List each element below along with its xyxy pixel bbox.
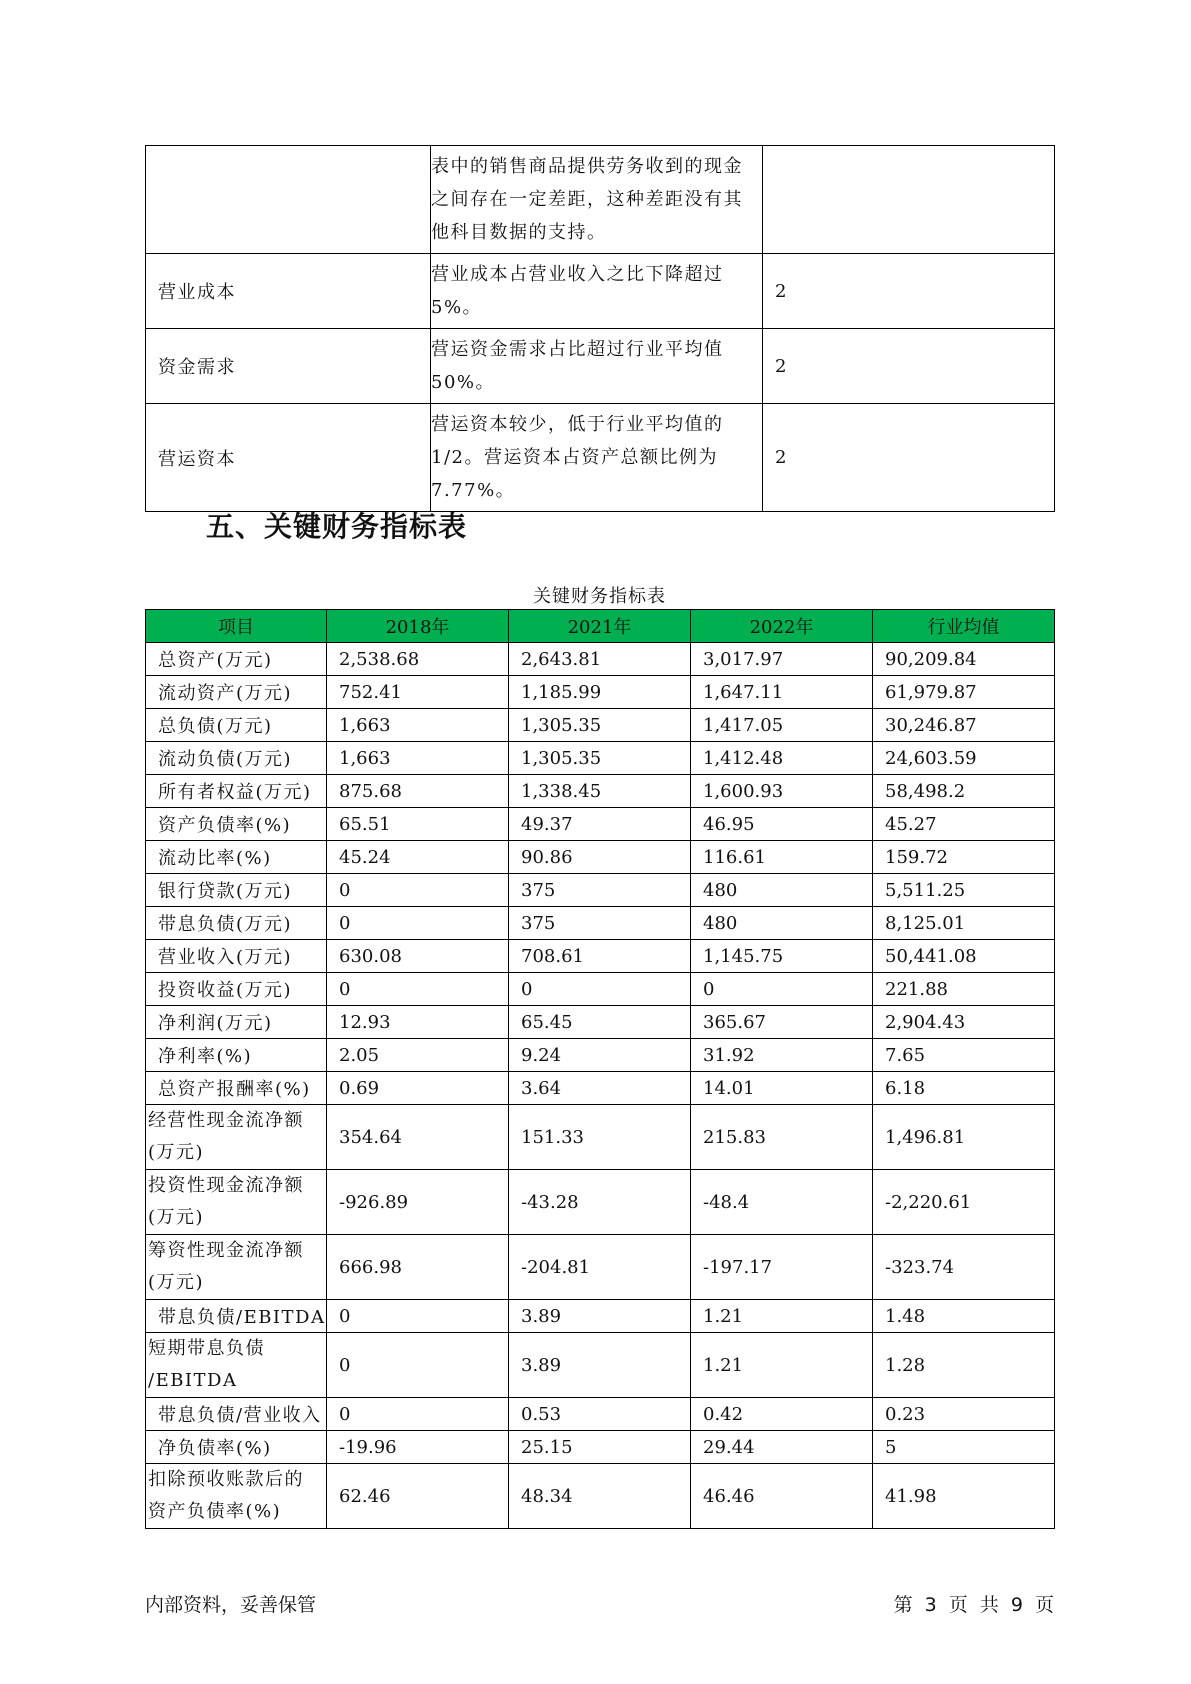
table-row: [146, 874, 1055, 907]
table-row: [146, 1300, 1055, 1333]
value-industry-average: 50,441.08: [873, 940, 1055, 973]
value-2021: 1,185.99: [509, 676, 691, 709]
value-2021: 708.61: [509, 940, 691, 973]
indicator-name: 总负债(万元): [146, 709, 327, 742]
value-industry-average: 0.23: [873, 1398, 1055, 1431]
value-2022: 46.95: [691, 808, 873, 841]
risk-description: 营运资金需求占比超过行业平均值50%。: [431, 329, 763, 404]
value-2022: 46.46: [691, 1464, 873, 1529]
value-2021: 0.53: [509, 1398, 691, 1431]
table-row: [146, 841, 1055, 874]
table-row: [146, 643, 1055, 676]
value-2021: 3.89: [509, 1300, 691, 1333]
value-2021: 65.45: [509, 1006, 691, 1039]
value-2022: -48.4: [691, 1170, 873, 1235]
value-2021: 1,338.45: [509, 775, 691, 808]
value-industry-average: 41.98: [873, 1464, 1055, 1529]
table-row: [146, 1398, 1055, 1431]
value-2022: 1,647.11: [691, 676, 873, 709]
value-industry-average: 159.72: [873, 841, 1055, 874]
value-2018: 65.51: [327, 808, 509, 841]
value-2022: 0.42: [691, 1398, 873, 1431]
value-2022: 1.21: [691, 1333, 873, 1398]
indicator-name: 所有者权益(万元): [146, 775, 327, 808]
table-row: [146, 404, 1055, 512]
value-2018: 62.46: [327, 1464, 509, 1529]
table-row: [146, 742, 1055, 775]
value-2022: 31.92: [691, 1039, 873, 1072]
value-industry-average: 1,496.81: [873, 1105, 1055, 1170]
risk-item: 资金需求: [146, 329, 431, 404]
indicator-name-line: 扣除预收账款后的: [148, 1469, 304, 1490]
indicator-name-line: (万元): [148, 1142, 205, 1163]
value-2021: 151.33: [509, 1105, 691, 1170]
indicator-name-line: (万元): [148, 1207, 205, 1228]
risk-description: 表中的销售商品提供劳务收到的现金之间存在一定差距，这种差距没有其他科目数据的支持。: [431, 146, 763, 254]
risk-item: 营业成本: [146, 254, 431, 329]
table-row: [146, 1333, 1055, 1398]
value-2018: 0: [327, 1300, 509, 1333]
indicator-name: 净利率(%): [146, 1039, 327, 1072]
value-2022: 480: [691, 874, 873, 907]
value-2021: -43.28: [509, 1170, 691, 1235]
value-industry-average: 24,603.59: [873, 742, 1055, 775]
value-2018: 2,538.68: [327, 643, 509, 676]
value-industry-average: 6.18: [873, 1072, 1055, 1105]
value-industry-average: 90,209.84: [873, 643, 1055, 676]
footer-page-number: 第 3 页 共 9 页: [893, 1594, 1054, 1616]
value-2018: 1,663: [327, 742, 509, 775]
value-2018: 0: [327, 973, 509, 1006]
indicator-name-line: 筹资性现金流净额: [148, 1240, 304, 1261]
value-2018: 2.05: [327, 1039, 509, 1072]
table-row: [146, 1006, 1055, 1039]
value-2021: 1,305.35: [509, 709, 691, 742]
value-2022: 14.01: [691, 1072, 873, 1105]
table-row: [146, 973, 1055, 1006]
column-header-2022: 2022年: [691, 610, 873, 643]
indicator-name: 总资产(万元): [146, 643, 327, 676]
risk-score: 2: [763, 254, 1055, 329]
indicator-name: 带息负债(万元): [146, 907, 327, 940]
indicator-name-line: /EBITDA: [148, 1370, 238, 1391]
indicator-name: 银行贷款(万元): [146, 874, 327, 907]
indicator-name-line: 资产负债率(%): [148, 1501, 282, 1522]
value-2022: 0: [691, 973, 873, 1006]
value-industry-average: 30,246.87: [873, 709, 1055, 742]
key-financial-indicators-table: [145, 609, 1055, 1529]
value-2021: 0: [509, 973, 691, 1006]
table-row: [146, 1105, 1055, 1170]
value-2021: 9.24: [509, 1039, 691, 1072]
table-header-row: [146, 610, 1055, 643]
value-industry-average: 2,904.43: [873, 1006, 1055, 1039]
column-header-2021: 2021年: [509, 610, 691, 643]
value-2018: 752.41: [327, 676, 509, 709]
table-row: [146, 1464, 1055, 1529]
value-industry-average: 5: [873, 1431, 1055, 1464]
value-2022: 1,145.75: [691, 940, 873, 973]
indicator-name: [146, 1105, 327, 1170]
table-row: [146, 1431, 1055, 1464]
indicator-name: 资产负债率(%): [146, 808, 327, 841]
value-2022: 3,017.97: [691, 643, 873, 676]
risk-score: [763, 146, 1055, 254]
column-header-2018: 2018年: [327, 610, 509, 643]
value-2022: 1,412.48: [691, 742, 873, 775]
value-2022: 365.67: [691, 1006, 873, 1039]
value-industry-average: 5,511.25: [873, 874, 1055, 907]
value-industry-average: -2,220.61: [873, 1170, 1055, 1235]
value-2018: 0.69: [327, 1072, 509, 1105]
value-2018: 0: [327, 1333, 509, 1398]
column-header-industry-average: 行业均值: [873, 610, 1055, 643]
value-2018: 45.24: [327, 841, 509, 874]
value-industry-average: 45.27: [873, 808, 1055, 841]
risk-score: 2: [763, 329, 1055, 404]
value-2018: 12.93: [327, 1006, 509, 1039]
indicator-name: 流动负债(万元): [146, 742, 327, 775]
indicator-name: [146, 1464, 327, 1529]
value-2018: 354.64: [327, 1105, 509, 1170]
table-row: [146, 676, 1055, 709]
indicator-name: [146, 1333, 327, 1398]
value-2022: -197.17: [691, 1235, 873, 1300]
value-industry-average: 1.28: [873, 1333, 1055, 1398]
indicator-name: [146, 1235, 327, 1300]
value-2018: 1,663: [327, 709, 509, 742]
risk-item: [146, 146, 431, 254]
value-2021: 2,643.81: [509, 643, 691, 676]
table-row: [146, 1170, 1055, 1235]
risk-description: 营运资本较少，低于行业平均值的1/2。营运资本占资产总额比例为7.77%。: [431, 404, 763, 512]
indicator-name: 净利润(万元): [146, 1006, 327, 1039]
indicator-name: 流动资产(万元): [146, 676, 327, 709]
indicator-name: 总资产报酬率(%): [146, 1072, 327, 1105]
section-heading: 五、关键财务指标表: [206, 510, 468, 543]
table-row: [146, 1072, 1055, 1105]
value-2021: 375: [509, 874, 691, 907]
value-2022: 1,417.05: [691, 709, 873, 742]
indicator-name: [146, 1170, 327, 1235]
risk-item: 营运资本: [146, 404, 431, 512]
table-row: [146, 709, 1055, 742]
indicator-name-line: 经营性现金流净额: [148, 1110, 304, 1131]
indicator-name: 投资收益(万元): [146, 973, 327, 1006]
value-2018: 875.68: [327, 775, 509, 808]
value-industry-average: 221.88: [873, 973, 1055, 1006]
value-2021: 49.37: [509, 808, 691, 841]
risk-description: 营业成本占营业收入之比下降超过5%。: [431, 254, 763, 329]
value-2018: 666.98: [327, 1235, 509, 1300]
value-2018: -926.89: [327, 1170, 509, 1235]
value-industry-average: 8,125.01: [873, 907, 1055, 940]
value-2021: 1,305.35: [509, 742, 691, 775]
table-row: [146, 775, 1055, 808]
value-2018: 0: [327, 1398, 509, 1431]
value-2022: 215.83: [691, 1105, 873, 1170]
value-industry-average: 7.65: [873, 1039, 1055, 1072]
footer-confidential-note: 内部资料，妥善保管: [145, 1594, 317, 1616]
value-2018: -19.96: [327, 1431, 509, 1464]
risk-score: 2: [763, 404, 1055, 512]
value-industry-average: 1.48: [873, 1300, 1055, 1333]
value-2018: 0: [327, 907, 509, 940]
indicator-name: 流动比率(%): [146, 841, 327, 874]
table-row: [146, 1235, 1055, 1300]
table-row: [146, 254, 1055, 329]
value-2021: 48.34: [509, 1464, 691, 1529]
table-row: [146, 940, 1055, 973]
value-2021: -204.81: [509, 1235, 691, 1300]
table-row: [146, 808, 1055, 841]
indicator-name-line: 短期带息负债: [148, 1338, 265, 1359]
value-industry-average: 58,498.2: [873, 775, 1055, 808]
value-industry-average: -323.74: [873, 1235, 1055, 1300]
table-row: [146, 907, 1055, 940]
kpi-table-body: [146, 643, 1055, 1529]
value-2022: 29.44: [691, 1431, 873, 1464]
value-2021: 90.86: [509, 841, 691, 874]
indicator-name: 营业收入(万元): [146, 940, 327, 973]
value-2022: 1.21: [691, 1300, 873, 1333]
value-industry-average: 61,979.87: [873, 676, 1055, 709]
table-caption: 关键财务指标表: [533, 586, 666, 607]
value-2021: 3.89: [509, 1333, 691, 1398]
value-2022: 480: [691, 907, 873, 940]
value-2021: 3.64: [509, 1072, 691, 1105]
indicator-name: 带息负债/EBITDA: [146, 1300, 327, 1333]
indicator-name-line: 投资性现金流净额: [148, 1175, 304, 1196]
column-header-item: 项目: [146, 610, 327, 643]
value-2021: 375: [509, 907, 691, 940]
table-row: [146, 329, 1055, 404]
indicator-name-line: (万元): [148, 1272, 205, 1293]
value-2021: 25.15: [509, 1431, 691, 1464]
value-2022: 1,600.93: [691, 775, 873, 808]
indicator-name: 净负债率(%): [146, 1431, 327, 1464]
table-row: [146, 146, 1055, 254]
value-2018: 0: [327, 874, 509, 907]
table-row: [146, 1039, 1055, 1072]
indicator-name: 带息负债/营业收入: [146, 1398, 327, 1431]
value-2018: 630.08: [327, 940, 509, 973]
value-2022: 116.61: [691, 841, 873, 874]
risk-score-table: [145, 145, 1055, 512]
